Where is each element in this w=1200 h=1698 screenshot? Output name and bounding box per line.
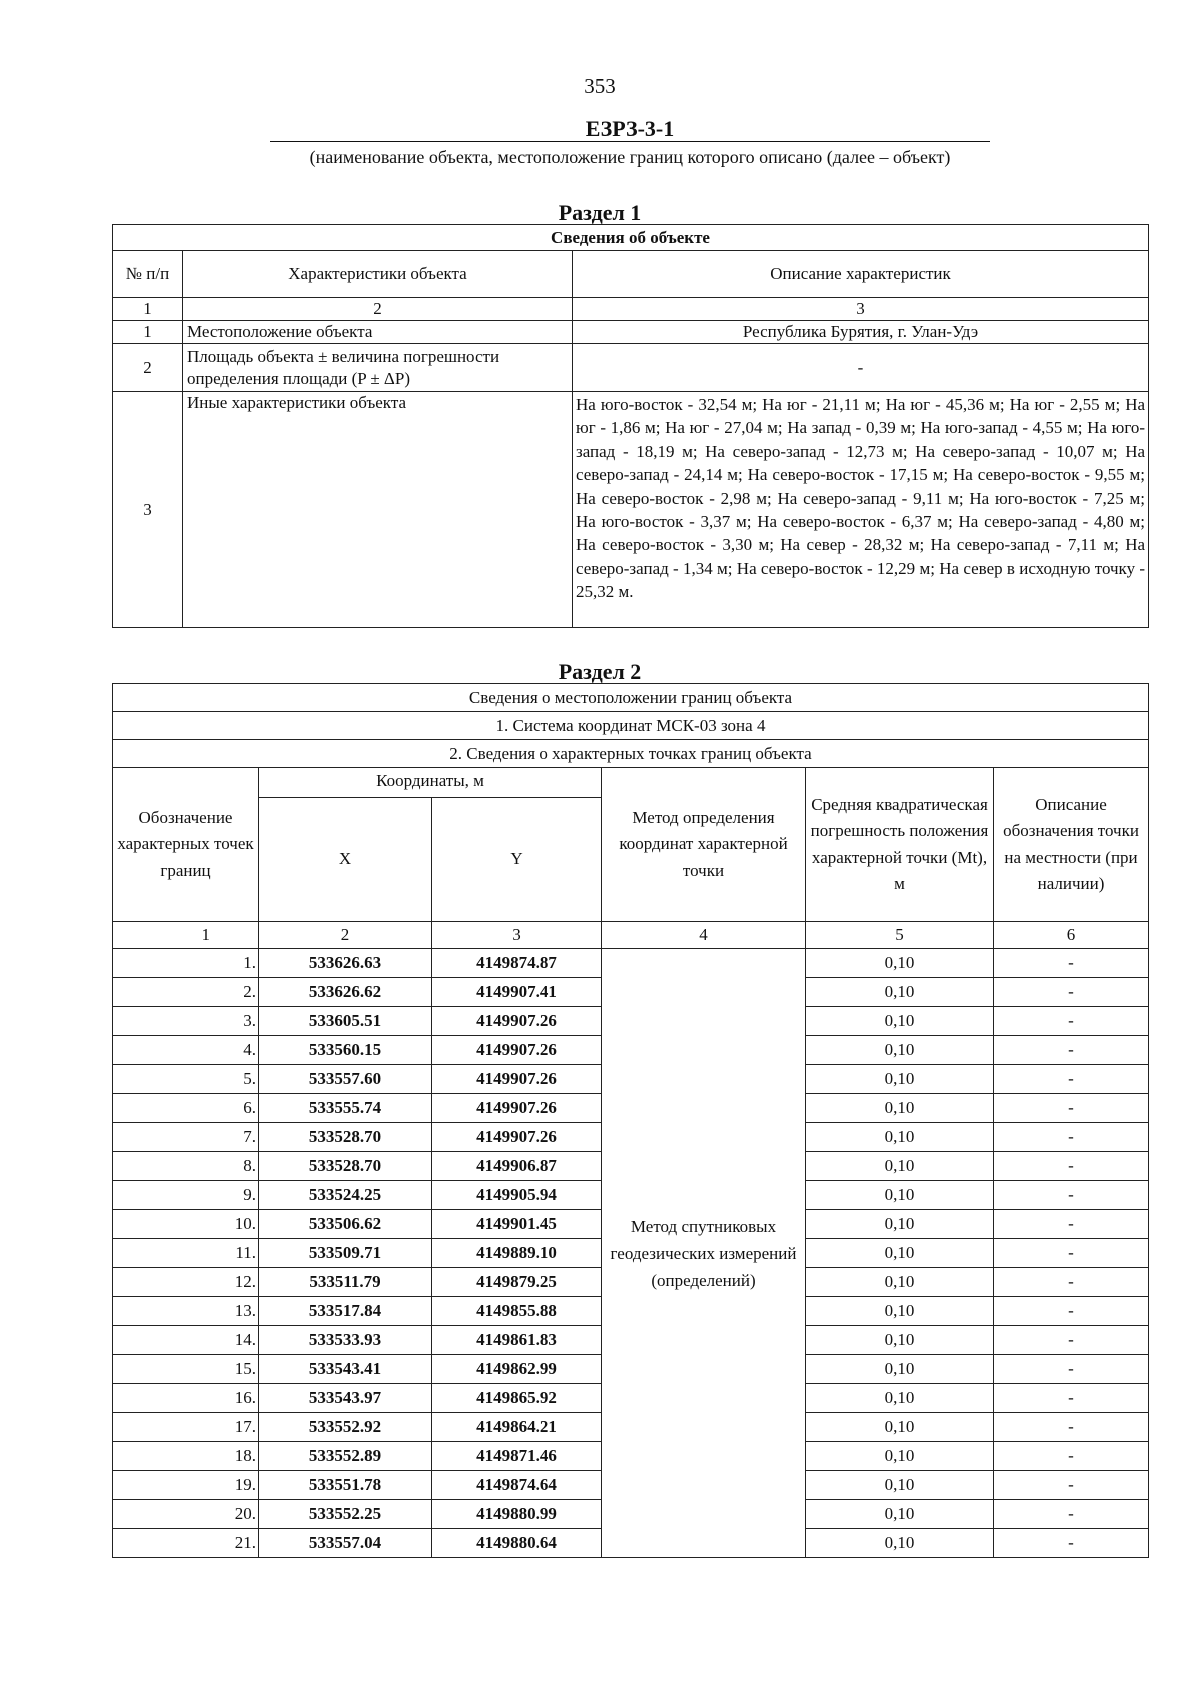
- header-error: Средняя квадратическая погрешность положения характерной точки (Mt), м: [806, 768, 994, 922]
- point-y: 4149907.26: [432, 1094, 602, 1123]
- point-x: 533509.71: [259, 1239, 432, 1268]
- point-number: 6.: [113, 1094, 259, 1123]
- point-x: 533557.04: [259, 1529, 432, 1558]
- section-2-title: Раздел 2: [558, 659, 642, 684]
- point-y: 4149901.45: [432, 1210, 602, 1239]
- point-x: 533555.74: [259, 1094, 432, 1123]
- point-number: 3.: [113, 1007, 259, 1036]
- point-mt: 0,10: [806, 1210, 994, 1239]
- column-number: 6: [994, 922, 1149, 949]
- point-description: -: [994, 1210, 1149, 1239]
- point-description: -: [994, 1297, 1149, 1326]
- point-x: 533552.25: [259, 1500, 432, 1529]
- point-mt: 0,10: [806, 1123, 994, 1152]
- point-x: 533528.70: [259, 1123, 432, 1152]
- header-y: Y: [432, 798, 602, 922]
- boundary-points-table: [112, 683, 1149, 1558]
- point-y: 4149874.64: [432, 1471, 602, 1500]
- column-number: 1: [113, 298, 183, 321]
- point-description: -: [994, 1036, 1149, 1065]
- header-point-designation: Обозначение характерных точек границ: [113, 768, 259, 922]
- point-description: -: [994, 1152, 1149, 1181]
- point-description: -: [994, 1471, 1149, 1500]
- point-x: 533543.97: [259, 1384, 432, 1413]
- point-x: 533557.60: [259, 1065, 432, 1094]
- point-x: 533543.41: [259, 1355, 432, 1384]
- point-number: 19.: [113, 1471, 259, 1500]
- point-mt: 0,10: [806, 1500, 994, 1529]
- object-caption: (наименование объекта, местоположение границ которого описано (далее – объект): [309, 147, 951, 167]
- point-number: 15.: [113, 1355, 259, 1384]
- point-number: 7.: [113, 1123, 259, 1152]
- point-number: 18.: [113, 1442, 259, 1471]
- characteristic-name: Иные характеристики объекта: [183, 392, 573, 628]
- column-number: 3: [432, 922, 602, 949]
- point-x: 533551.78: [259, 1471, 432, 1500]
- point-description: -: [994, 1384, 1149, 1413]
- point-number: 8.: [113, 1152, 259, 1181]
- point-description: -: [994, 1442, 1149, 1471]
- point-description: -: [994, 1007, 1149, 1036]
- point-number: 20.: [113, 1500, 259, 1529]
- point-description: -: [994, 1181, 1149, 1210]
- object-info-table-title: Сведения об объекте: [113, 225, 1149, 251]
- point-number: 17.: [113, 1413, 259, 1442]
- object-name: ЕЗРЗ-3-1: [270, 118, 990, 142]
- point-number: 21.: [113, 1529, 259, 1558]
- point-x: 533560.15: [259, 1036, 432, 1065]
- point-number: 5.: [113, 1065, 259, 1094]
- header-method: Метод определения координат характерной точки: [602, 768, 806, 922]
- point-number: 1.: [113, 949, 259, 978]
- point-y: 4149905.94: [432, 1181, 602, 1210]
- point-mt: 0,10: [806, 1094, 994, 1123]
- point-mt: 0,10: [806, 1181, 994, 1210]
- point-mt: 0,10: [806, 1007, 994, 1036]
- point-description: -: [994, 1094, 1149, 1123]
- characteristic-value: Республика Бурятия, г. Улан-Удэ: [573, 321, 1149, 344]
- point-description: -: [994, 1123, 1149, 1152]
- point-y: 4149907.26: [432, 1123, 602, 1152]
- point-x: 533552.89: [259, 1442, 432, 1471]
- point-description: -: [994, 1413, 1149, 1442]
- point-x: 533626.62: [259, 978, 432, 1007]
- point-y: 4149879.25: [432, 1268, 602, 1297]
- column-number: 2: [259, 922, 432, 949]
- coordinate-system: 1. Система координат МСК-03 зона 4: [113, 712, 1149, 740]
- point-mt: 0,10: [806, 1065, 994, 1094]
- point-x: 533506.62: [259, 1210, 432, 1239]
- point-y: 4149865.92: [432, 1384, 602, 1413]
- point-number: 13.: [113, 1297, 259, 1326]
- point-y: 4149855.88: [432, 1297, 602, 1326]
- point-description: -: [994, 1268, 1149, 1297]
- point-mt: 0,10: [806, 1239, 994, 1268]
- column-number: 2: [183, 298, 573, 321]
- point-description: -: [994, 1355, 1149, 1384]
- row-number: 1: [113, 321, 183, 344]
- column-number: 4: [602, 922, 806, 949]
- point-description: -: [994, 1500, 1149, 1529]
- point-y: 4149871.46: [432, 1442, 602, 1471]
- point-number: 16.: [113, 1384, 259, 1413]
- point-y: 4149861.83: [432, 1326, 602, 1355]
- page-number: 353: [584, 74, 616, 98]
- point-number: 10.: [113, 1210, 259, 1239]
- header-row-number: № п/п: [113, 251, 183, 298]
- point-number: 11.: [113, 1239, 259, 1268]
- header-description: Описание характеристик: [573, 251, 1149, 298]
- point-description: -: [994, 949, 1149, 978]
- characteristic-name: Площадь объекта ± величина погрешности определения площади (P ± ΔP): [183, 344, 573, 392]
- point-y: 4149889.10: [432, 1239, 602, 1268]
- point-x: 533552.92: [259, 1413, 432, 1442]
- point-number: 14.: [113, 1326, 259, 1355]
- point-number: 12.: [113, 1268, 259, 1297]
- row-number: 3: [113, 392, 183, 628]
- point-x: 533511.79: [259, 1268, 432, 1297]
- point-description: -: [994, 1529, 1149, 1558]
- point-y: 4149880.99: [432, 1500, 602, 1529]
- point-mt: 0,10: [806, 1442, 994, 1471]
- point-mt: 0,10: [806, 1355, 994, 1384]
- point-description: -: [994, 1065, 1149, 1094]
- point-y: 4149862.99: [432, 1355, 602, 1384]
- column-number: 3: [573, 298, 1149, 321]
- header-x: X: [259, 798, 432, 922]
- header-point-description: Описание обозначения точки на местности (при наличии): [994, 768, 1149, 922]
- point-mt: 0,10: [806, 1413, 994, 1442]
- column-number: 5: [806, 922, 994, 949]
- method-value: Метод спутниковых геодезических измерений (определений): [602, 949, 806, 1558]
- column-number: 1: [113, 922, 259, 949]
- row-number: 2: [113, 344, 183, 392]
- point-description: -: [994, 1326, 1149, 1355]
- points-table-title: 2. Сведения о характерных точках границ объекта: [113, 740, 1149, 768]
- point-x: 533533.93: [259, 1326, 432, 1355]
- point-y: 4149864.21: [432, 1413, 602, 1442]
- point-mt: 0,10: [806, 1384, 994, 1413]
- boundary-table-title: Сведения о местоположении границ объекта: [113, 684, 1149, 712]
- point-y: 4149906.87: [432, 1152, 602, 1181]
- point-x: 533528.70: [259, 1152, 432, 1181]
- header-coordinates: Координаты, м: [259, 768, 602, 798]
- section-1-title: Раздел 1: [558, 200, 642, 225]
- point-y: 4149907.41: [432, 978, 602, 1007]
- point-mt: 0,10: [806, 1529, 994, 1558]
- point-y: 4149907.26: [432, 1065, 602, 1094]
- point-mt: 0,10: [806, 1326, 994, 1355]
- point-number: 4.: [113, 1036, 259, 1065]
- point-x: 533524.25: [259, 1181, 432, 1210]
- point-mt: 0,10: [806, 1297, 994, 1326]
- point-y: 4149880.64: [432, 1529, 602, 1558]
- point-x: 533605.51: [259, 1007, 432, 1036]
- point-number: 2.: [113, 978, 259, 1007]
- point-mt: 0,10: [806, 1471, 994, 1500]
- characteristic-name: Местоположение объекта: [183, 321, 573, 344]
- point-number: 9.: [113, 1181, 259, 1210]
- point-mt: 0,10: [806, 1152, 994, 1181]
- table-row: [113, 949, 1149, 978]
- point-mt: 0,10: [806, 1036, 994, 1065]
- point-description: -: [994, 1239, 1149, 1268]
- header-characteristics: Характеристики объекта: [183, 251, 573, 298]
- object-info-table: [112, 224, 1149, 628]
- point-x: 533517.84: [259, 1297, 432, 1326]
- characteristic-value: -: [573, 344, 1149, 392]
- point-y: 4149907.26: [432, 1036, 602, 1065]
- point-description: -: [994, 978, 1149, 1007]
- point-mt: 0,10: [806, 949, 994, 978]
- point-mt: 0,10: [806, 978, 994, 1007]
- point-x: 533626.63: [259, 949, 432, 978]
- characteristic-value: На юго-восток - 32,54 м; На юг - 21,11 м; На юг - 45,36 м; На юг - 2,55 м; На юг - 1,86 м; На юг - 27,04 м; На запад - 0,39 м; На юго-запад - 4,55 м; На юго-запад - 18,19 м; На северо-запад - 12,73 м; На северо-запад - 10,07 м; На северо-запад - 24,14 м; На северо-восток - 17,15 м; На северо-восток - 9,55 м; На северо-восток - 2,98 м; На северо-запад - 9,11 м; На юго-восток - 7,25 м; На юго-восток - 3,37 м; На северо-восток - 6,37 м; На северо-запад - 4,80 м; На северо-восток - 3,30 м; На север - 28,32 м; На северо-запад - 7,11 м; На северо-запад - 1,34 м; На северо-восток - 12,29 м; На север в исходную точку - 25,32 м.: [573, 392, 1149, 628]
- point-y: 4149907.26: [432, 1007, 602, 1036]
- point-y: 4149874.87: [432, 949, 602, 978]
- point-mt: 0,10: [806, 1268, 994, 1297]
